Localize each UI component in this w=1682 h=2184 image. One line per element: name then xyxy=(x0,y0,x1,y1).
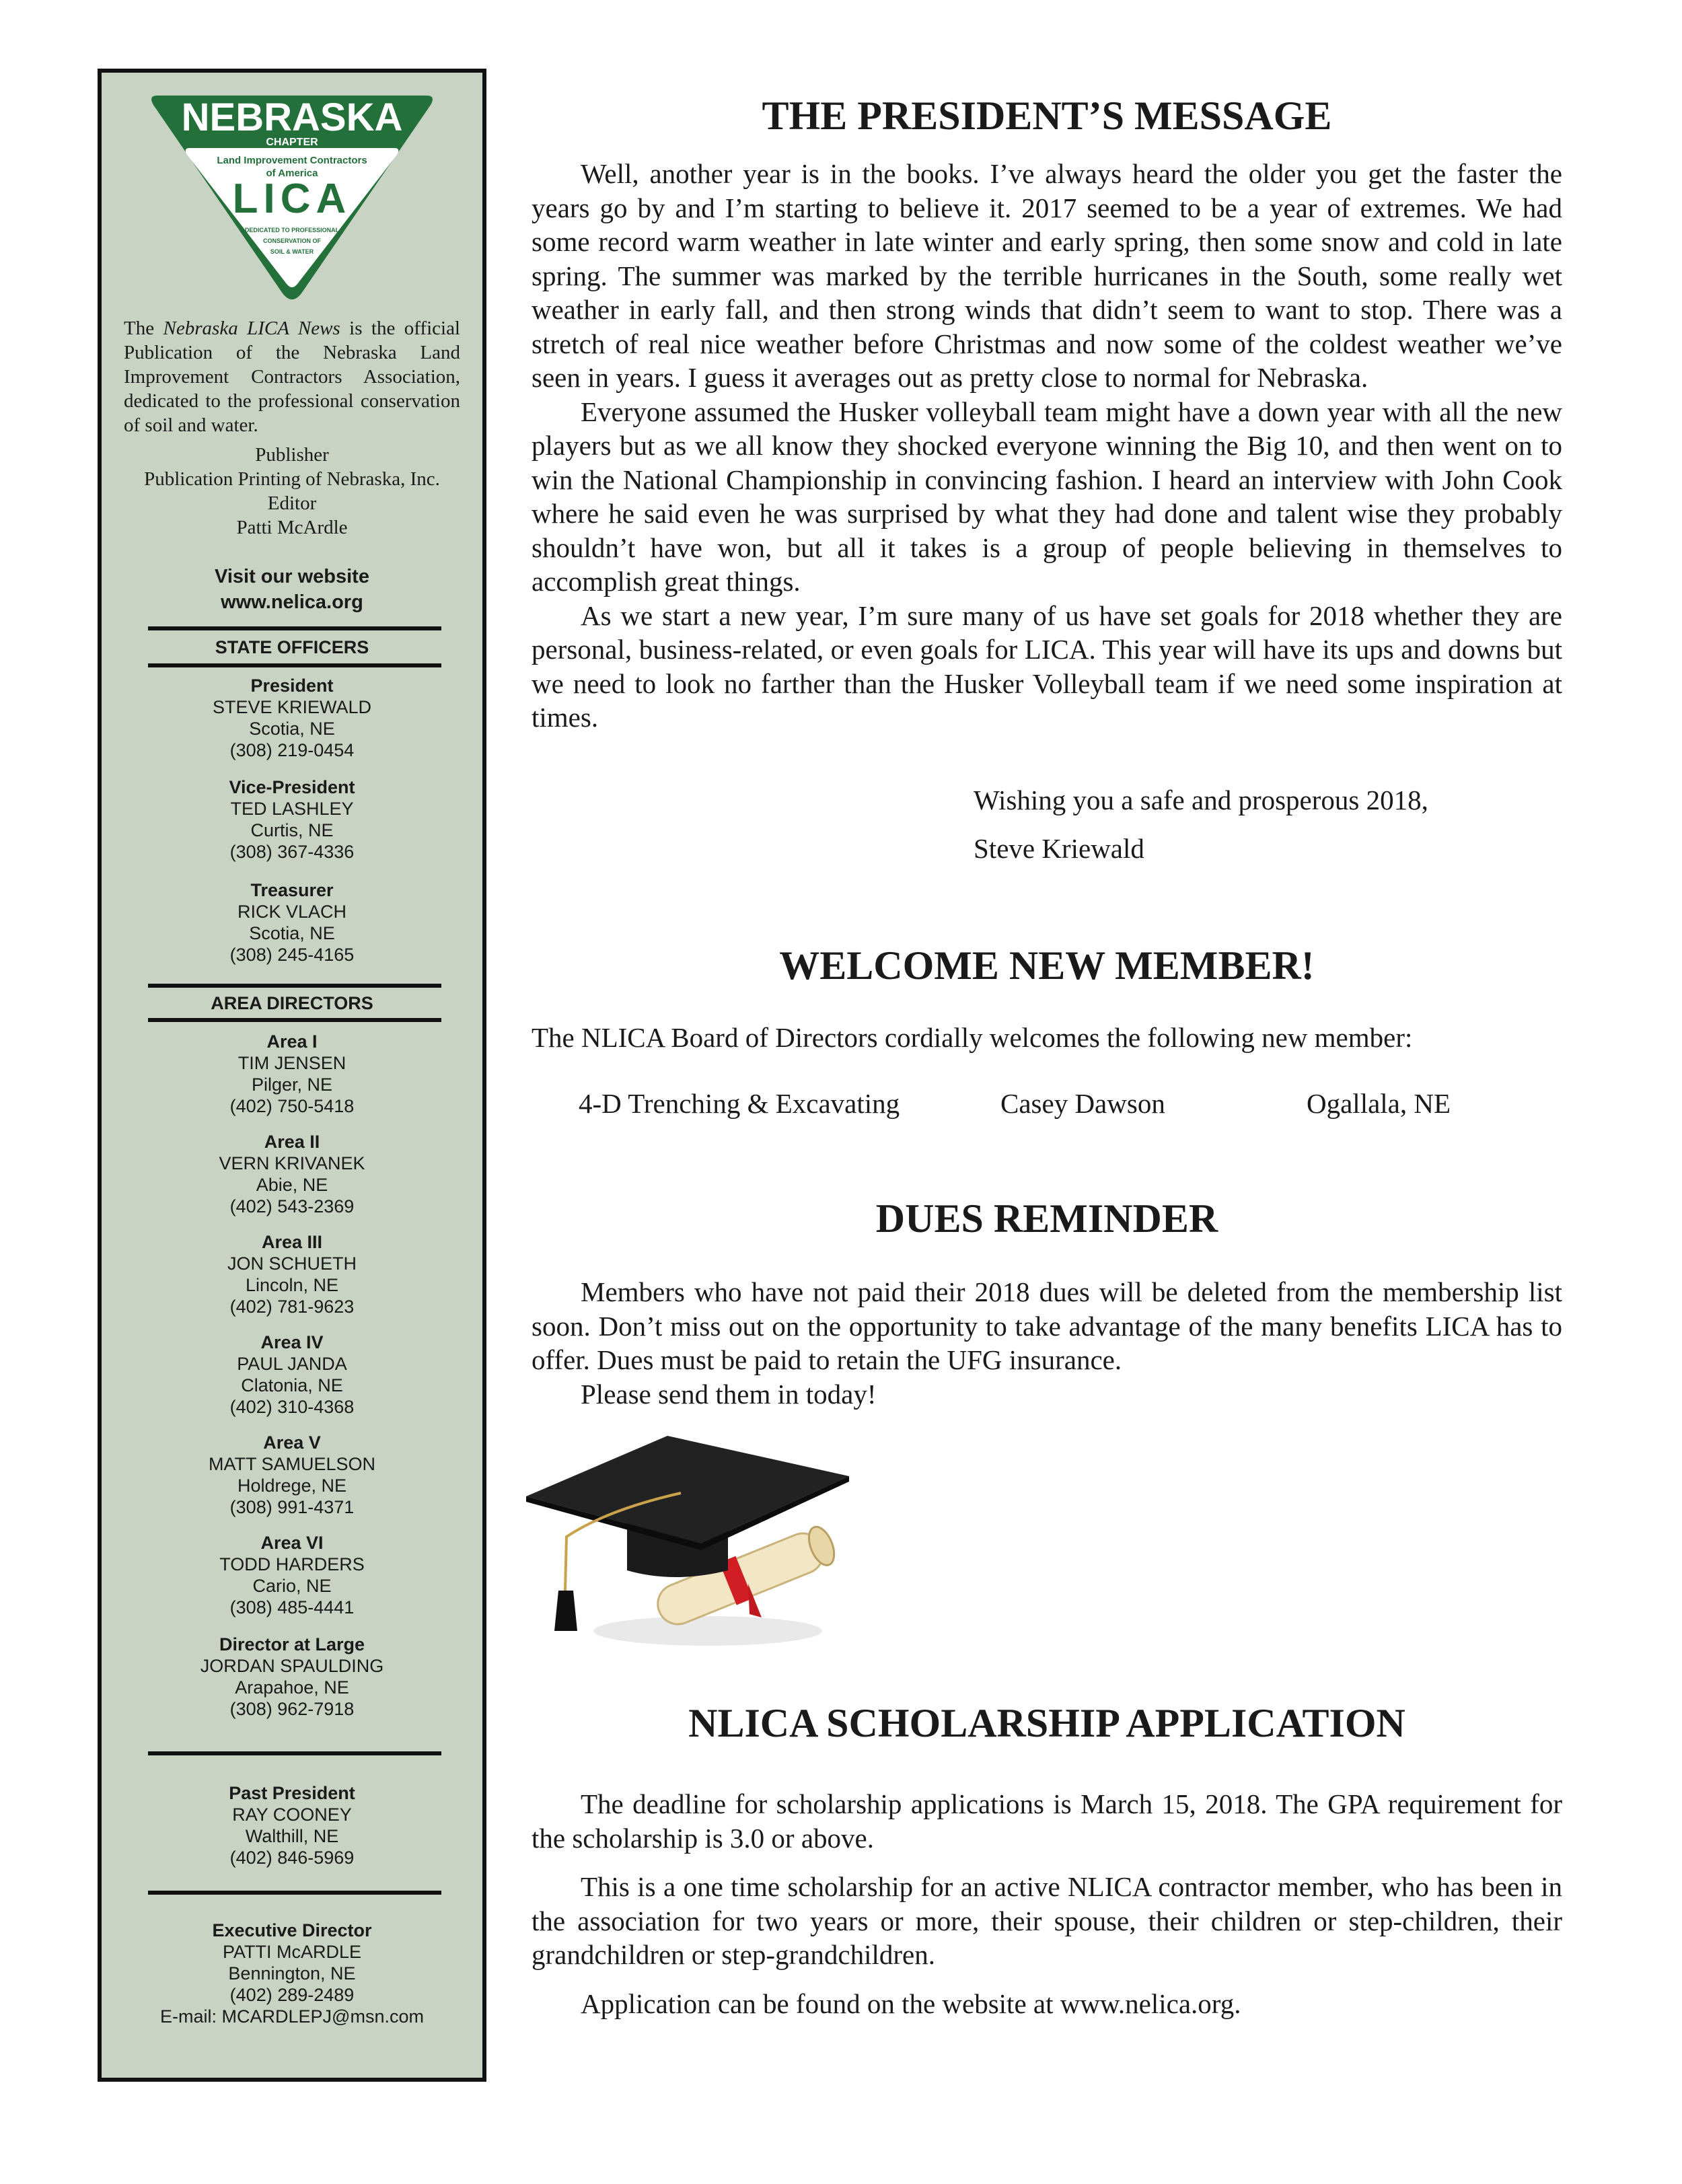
signature: Steve Kriewald xyxy=(974,833,1144,864)
phone: (308) 991-4371 xyxy=(229,1497,355,1517)
phone: (402) 750-5418 xyxy=(229,1096,355,1116)
scholarship-body xyxy=(532,1787,1562,2021)
role: Past President xyxy=(229,1783,355,1803)
svg-text:NEBRASKA: NEBRASKA xyxy=(181,96,403,139)
contact-block xyxy=(102,1231,482,1317)
city: Curtis, NE xyxy=(250,820,334,840)
name: TIM JENSEN xyxy=(237,1053,346,1073)
city: Cario, NE xyxy=(252,1576,332,1596)
website-link[interactable]: www.nelica.org xyxy=(221,591,363,613)
contact-block xyxy=(102,1031,482,1117)
role: Director at Large xyxy=(219,1634,365,1654)
phone: (402) 310-4368 xyxy=(229,1397,355,1417)
city: Pilger, NE xyxy=(251,1075,333,1095)
welcome-title: WELCOME NEW MEMBER! xyxy=(779,943,1315,988)
role: President xyxy=(250,676,334,696)
role: Executive Director xyxy=(212,1920,372,1940)
welcome-intro: The NLICA Board of Directors cordially welcomes the following new member: xyxy=(532,1022,1413,1053)
city: Abie, NE xyxy=(256,1175,328,1195)
paragraph: Application can be found on the website at www.nelica.org. xyxy=(581,1988,1241,2019)
divider xyxy=(148,1018,441,1022)
divider xyxy=(148,663,441,667)
scholarship-title: NLICA SCHOLARSHIP APPLICATION xyxy=(688,1701,1405,1745)
divider xyxy=(148,1751,441,1755)
phone: (308) 485-4441 xyxy=(229,1597,355,1617)
svg-text:LICA: LICA xyxy=(232,176,352,222)
svg-text:SOIL & WATER: SOIL & WATER xyxy=(270,248,314,255)
city: Lincoln, NE xyxy=(245,1275,339,1295)
member-city: Ogallala, NE xyxy=(1307,1088,1451,1119)
name: JORDAN SPAULDING xyxy=(200,1656,384,1676)
name: PATTI McARDLE xyxy=(222,1942,362,1962)
phone: (402) 543-2369 xyxy=(229,1196,355,1216)
divider xyxy=(148,1891,441,1895)
contact-block xyxy=(102,1432,482,1518)
paragraph: Well, another year is in the books. I’ve always heard the older you get the faster the years go by and I’m starting to believe it. 2017 seemed to be a year of extremes. We had some record warm weather in late winter and early spring, then some snow and cold in late spring. The summer was marked by the terrible hurricanes in the South, some really wet weather in early fall, and then strong winds that didn’t seem to want to stop. There was a stretch of real nice weather before Christmas and now some of the coldest weather we’ve seen in years. I guess it averages out as pretty close to normal for Nebraska. xyxy=(532,158,1562,393)
city: Walthill, NE xyxy=(245,1826,339,1846)
city: Scotia, NE xyxy=(249,719,335,739)
dues-title: DUES REMINDER xyxy=(875,1196,1218,1241)
phone: (402) 781-9623 xyxy=(229,1297,355,1317)
sidebar xyxy=(98,69,486,2082)
paragraph: This is a one time scholarship for an active NLICA contractor member, who has been in the association for two years or more, their spouse, their children or step-children, their grandchildren or step-grandchildren. xyxy=(532,1871,1562,1970)
website-block xyxy=(102,564,482,615)
paragraph: As we start a new year, I’m sure many of us have set goals for 2018 whether they are personal, business-related, or even goals for LICA. This year will have its ups and downs but we need to look no farther than the Husker Volleyball team if we need some inspiration at times. xyxy=(532,599,1562,733)
name: RAY COONEY xyxy=(232,1805,352,1825)
paragraph: Please send them in today! xyxy=(581,1378,877,1410)
role: Treasurer xyxy=(250,880,334,900)
phone: (402) 846-5969 xyxy=(229,1848,355,1868)
name: STEVE KRIEWALD xyxy=(212,697,372,717)
city: Bennington, NE xyxy=(228,1963,356,1983)
paragraph: The deadline for scholarship applications is March 15, 2018. The GPA requirement for the scholarship is 3.0 or above. xyxy=(532,1788,1562,1854)
divider xyxy=(148,626,441,630)
state-officers-heading: STATE OFFICERS xyxy=(215,637,369,657)
contact-block xyxy=(102,776,482,863)
paragraph: Everyone assumed the Husker volleyball team might have a down year with all the new players but as we all know they shocked everyone winning the Big 10, and then went on to win the National Championship in convincing fashion. I heard an interview with John Cook where he said even he was surprised by what they had done and talent wise they probably shouldn’t have won, but all it takes is a group of people believing in themselves to accomplish great things. xyxy=(532,396,1562,597)
editor-name: Patti McArdle xyxy=(236,517,348,538)
website-label: Visit our website xyxy=(215,566,369,587)
president-message-title: THE PRESIDENT’S MESSAGE xyxy=(762,94,1332,138)
divider xyxy=(148,984,441,988)
role: Area III xyxy=(261,1232,323,1252)
executive-director-block xyxy=(102,1920,482,2027)
role: Area V xyxy=(263,1432,321,1453)
name: PAUL JANDA xyxy=(237,1354,347,1374)
closing: Wishing you a safe and prosperous 2018, xyxy=(974,785,1428,815)
member-name: Casey Dawson xyxy=(1000,1088,1165,1119)
role: Vice-President xyxy=(229,777,355,797)
role: Area VI xyxy=(260,1533,324,1553)
phone: (402) 289-2489 xyxy=(229,1985,355,2005)
publisher-label: Publisher xyxy=(255,444,329,466)
role: Area II xyxy=(264,1132,320,1152)
paragraph: Members who have not paid their 2018 dues will be deleted from the membership list soon. Don’t miss out on the opportunity to take advantage of the many benefits LICA has to offer. Dues must be paid to retain the UFG insurance. xyxy=(532,1276,1562,1375)
president-message-body xyxy=(532,157,1562,735)
name: TED LASHLEY xyxy=(230,799,354,819)
contact-block xyxy=(102,1332,482,1418)
nebraska-lica-logo xyxy=(148,92,436,300)
area-directors-heading: AREA DIRECTORS xyxy=(211,993,373,1013)
dues-body xyxy=(532,1275,1562,1411)
phone: (308) 219-0454 xyxy=(229,740,355,760)
name: TODD HARDERS xyxy=(219,1554,365,1574)
role: Area I xyxy=(266,1031,318,1052)
contact-block xyxy=(102,1131,482,1217)
publisher-block xyxy=(102,443,482,540)
svg-text:of America: of America xyxy=(266,168,318,179)
member-company: 4-D Trenching & Excavating xyxy=(579,1088,900,1119)
svg-text:DEDICATED TO PROFESSIONAL: DEDICATED TO PROFESSIONAL xyxy=(244,227,340,233)
city: Holdrege, NE xyxy=(237,1476,347,1496)
role: Area IV xyxy=(260,1332,324,1352)
contact-block xyxy=(102,1634,482,1720)
phone: (308) 367-4336 xyxy=(229,842,355,862)
publisher-name: Publication Printing of Nebraska, Inc. xyxy=(144,468,440,490)
svg-text:CHAPTER: CHAPTER xyxy=(266,137,318,148)
past-president-block xyxy=(102,1782,482,1868)
name: VERN KRIVANEK xyxy=(219,1153,365,1173)
contact-block xyxy=(102,1532,482,1618)
publication-description: The Nebraska LICA News is the official Publication of the Nebraska Land Improvement Contractors Association, dedicated to the professional conservation of soil and water. xyxy=(124,318,460,436)
phone: (308) 245-4165 xyxy=(229,945,355,965)
graduation-cap-diploma-image xyxy=(526,1429,869,1658)
name: MATT SAMUELSON xyxy=(208,1454,376,1474)
city: Clatonia, NE xyxy=(241,1375,343,1395)
name: RICK VLACH xyxy=(237,902,347,922)
editor-label: Editor xyxy=(267,493,317,514)
name: JON SCHUETH xyxy=(227,1253,357,1274)
phone: (308) 962-7918 xyxy=(229,1699,355,1719)
svg-text:Land Improvement Contractors: Land Improvement Contractors xyxy=(217,155,367,166)
contact-block xyxy=(102,675,482,761)
email-link[interactable]: E-mail: MCARDLEPJ@msn.com xyxy=(160,2006,424,2027)
contact-block xyxy=(102,879,482,966)
city: Scotia, NE xyxy=(249,923,335,943)
city: Arapahoe, NE xyxy=(235,1677,349,1698)
svg-text:CONSERVATION OF: CONSERVATION OF xyxy=(262,238,322,244)
